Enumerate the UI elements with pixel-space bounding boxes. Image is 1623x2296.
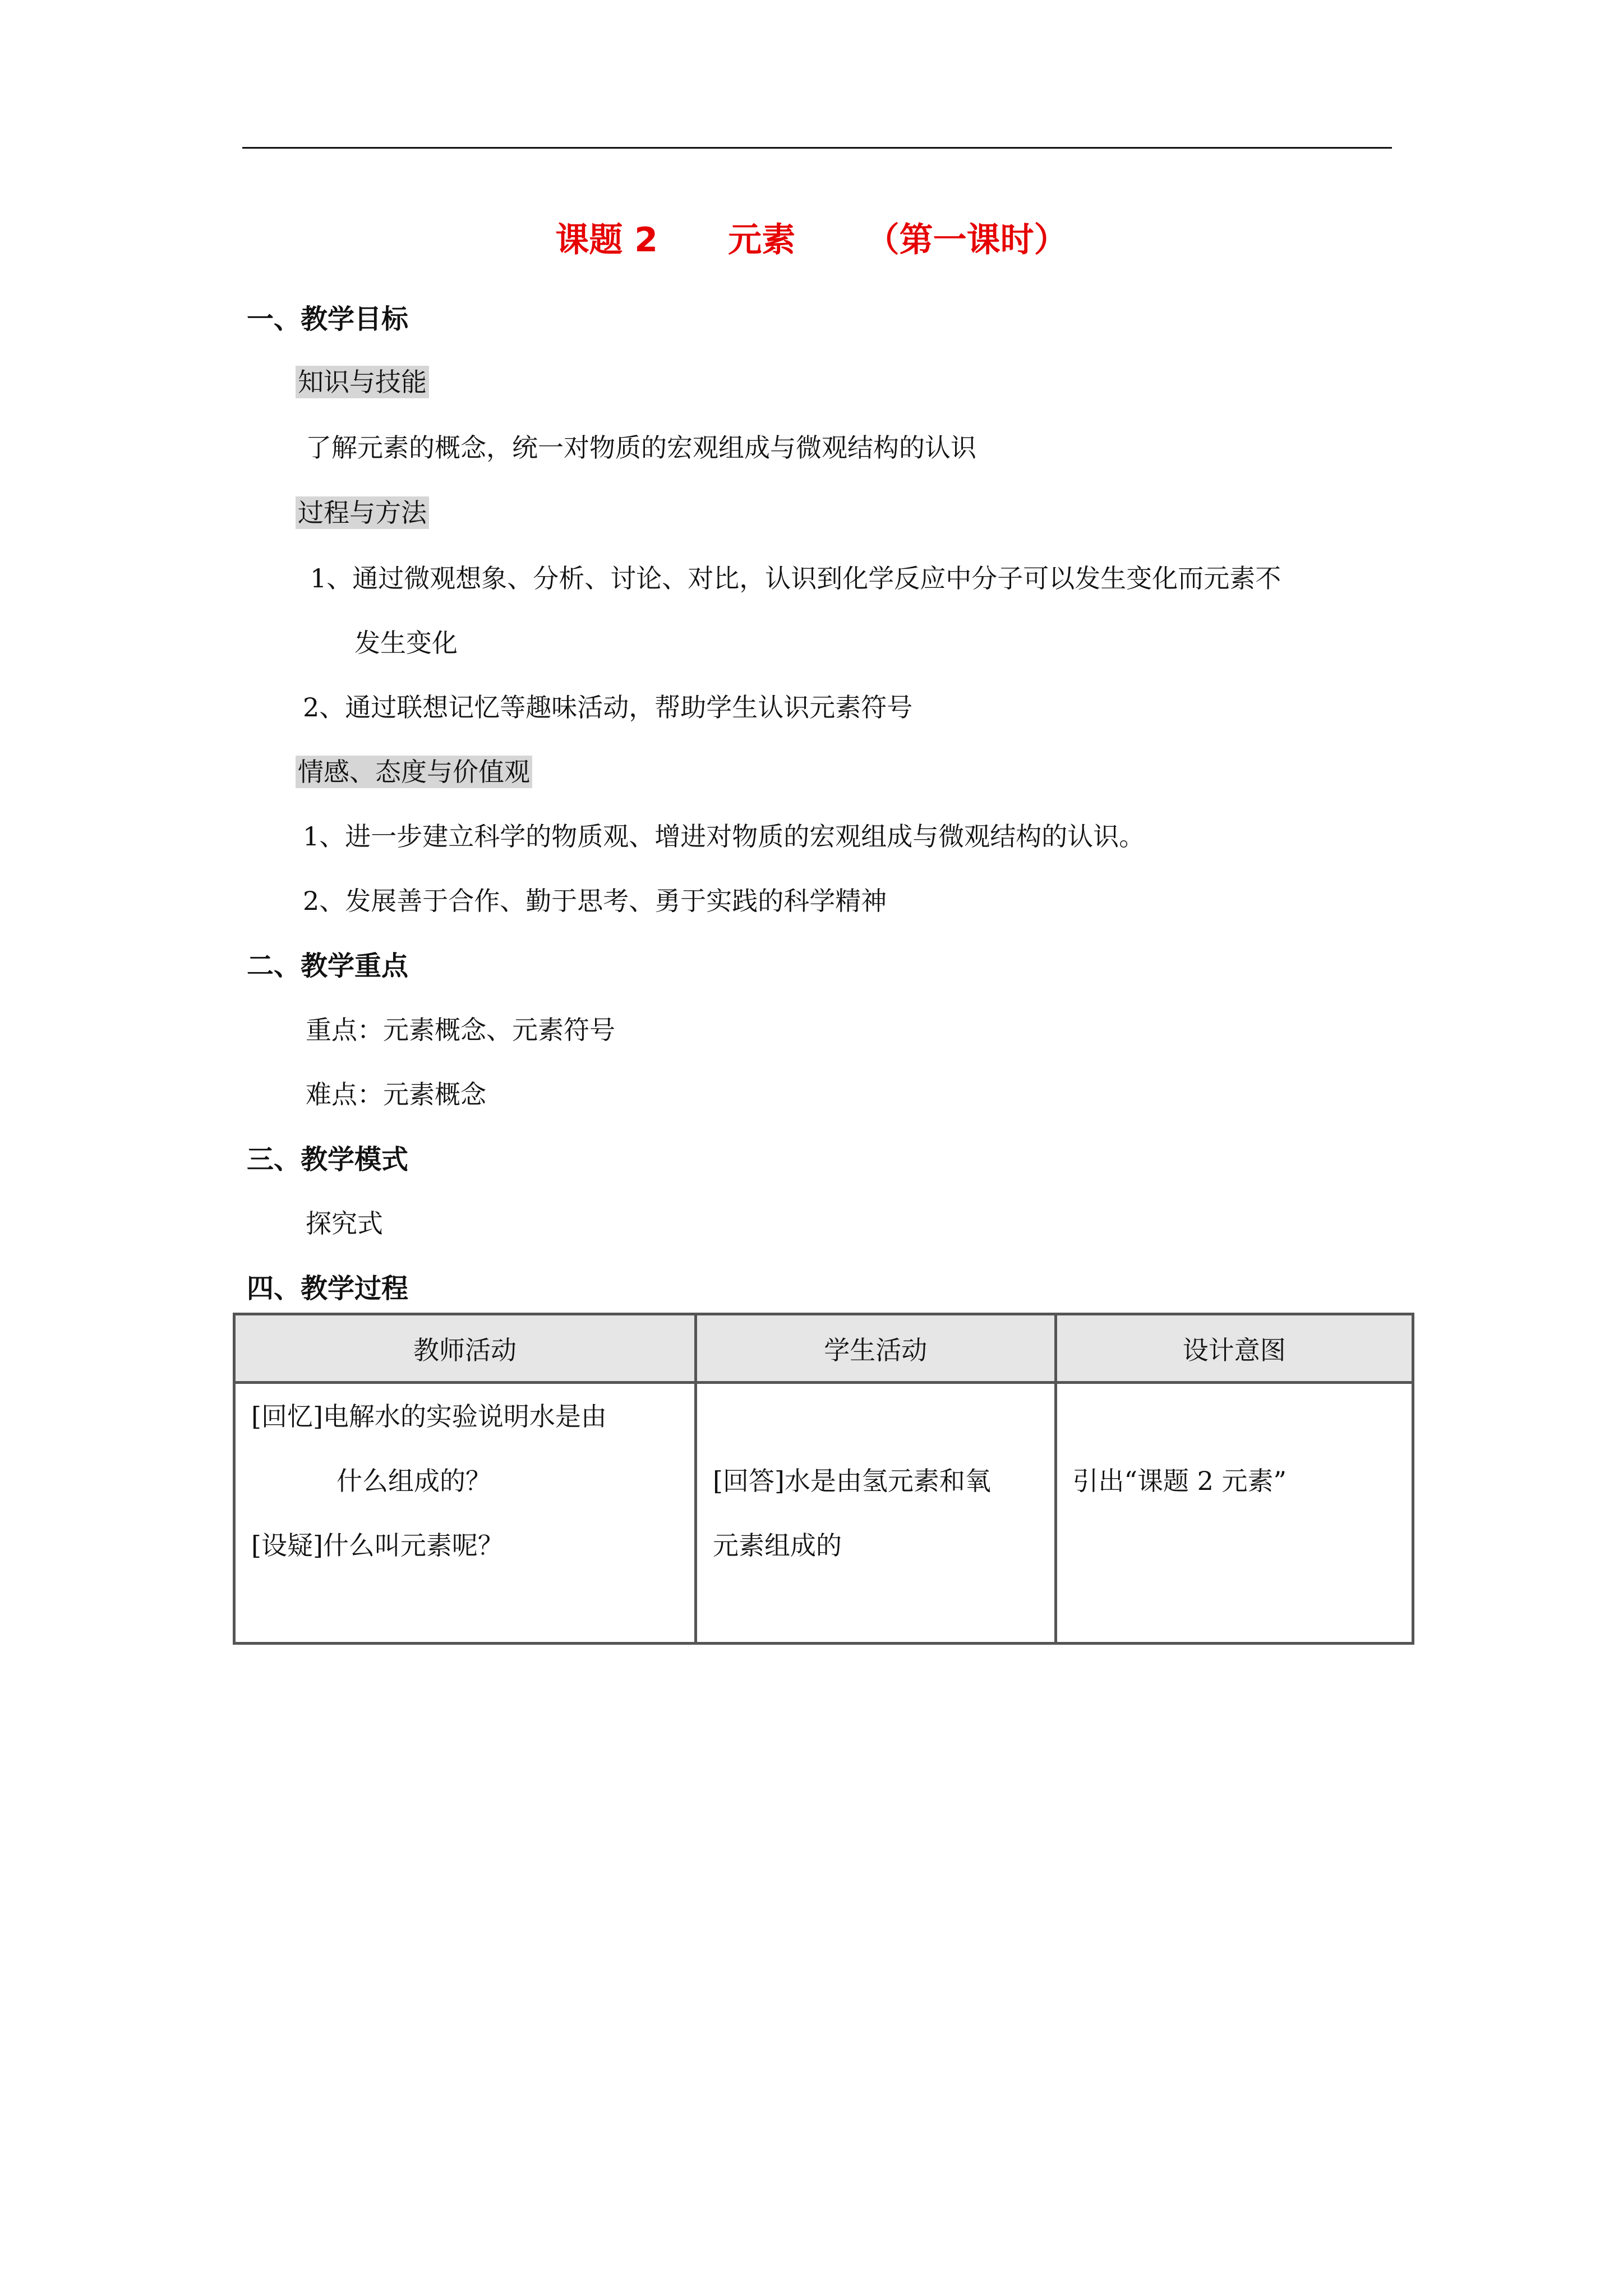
highlight-label: 情感、态度与价值观: [296, 756, 532, 788]
teacher-activity-cell: [234, 1383, 696, 1644]
subheading-emotion: [296, 752, 532, 789]
table-header-row: [234, 1314, 1413, 1383]
process-item-2: 2、通过联想记忆等趣味活动，帮助学生认识元素符号: [303, 692, 913, 723]
student-activity-cell: [696, 1383, 1055, 1644]
highlight-label: 知识与技能: [296, 366, 429, 398]
student-line: 元素组成的: [713, 1530, 842, 1561]
design-intent-cell: [1055, 1383, 1413, 1644]
table-header-design: 设计意图: [1055, 1314, 1413, 1383]
teacher-line: [设疑]什么叫元素呢？: [251, 1530, 504, 1561]
knowledge-text: 了解元素的概念，统一对物质的宏观组成与微观结构的认识: [306, 432, 976, 463]
section-heading-objectives: 一、教学目标: [247, 303, 409, 335]
subheading-knowledge: [296, 362, 429, 399]
table-row: [234, 1383, 1413, 1644]
header-rule: [242, 147, 1392, 149]
process-item-1-line-1: 1、通过微观想象、分析、讨论、对比，认识到化学反应中分子可以发生变化而元素不: [310, 563, 1281, 593]
subheading-process: [296, 493, 429, 530]
process-item-1-line-2: 发生变化: [354, 628, 458, 658]
difficult-point-text: 难点：元素概念: [306, 1079, 486, 1110]
teacher-line: [回忆]电解水的实验说明水是由: [251, 1401, 607, 1432]
section-heading-mode: 三、教学模式: [247, 1144, 409, 1175]
design-line: 引出“课题 2 元素”: [1072, 1466, 1287, 1496]
emotion-item-2: 2、发展善于合作、勤于思考、勇于实践的科学精神: [303, 886, 887, 916]
teaching-process-table: [233, 1313, 1414, 1645]
section-heading-process: 四、教学过程: [247, 1273, 409, 1304]
highlight-label: 过程与方法: [296, 496, 429, 529]
emotion-item-1: 1、进一步建立科学的物质观、增进对物质的宏观组成与微观结构的认识。: [303, 821, 1145, 852]
student-line: [回答]水是由氢元素和氧: [713, 1466, 991, 1496]
key-point-text: 重点：元素概念、元素符号: [306, 1015, 615, 1045]
table-header-student: 学生活动: [696, 1314, 1055, 1383]
teacher-line: 什么组成的？: [336, 1466, 491, 1496]
page-title: 课题 2 元素 （第一课时）: [555, 220, 1068, 260]
mode-text: 探究式: [306, 1208, 383, 1239]
section-heading-key-points: 二、教学重点: [247, 950, 409, 982]
table-header-teacher: 教师活动: [234, 1314, 696, 1383]
